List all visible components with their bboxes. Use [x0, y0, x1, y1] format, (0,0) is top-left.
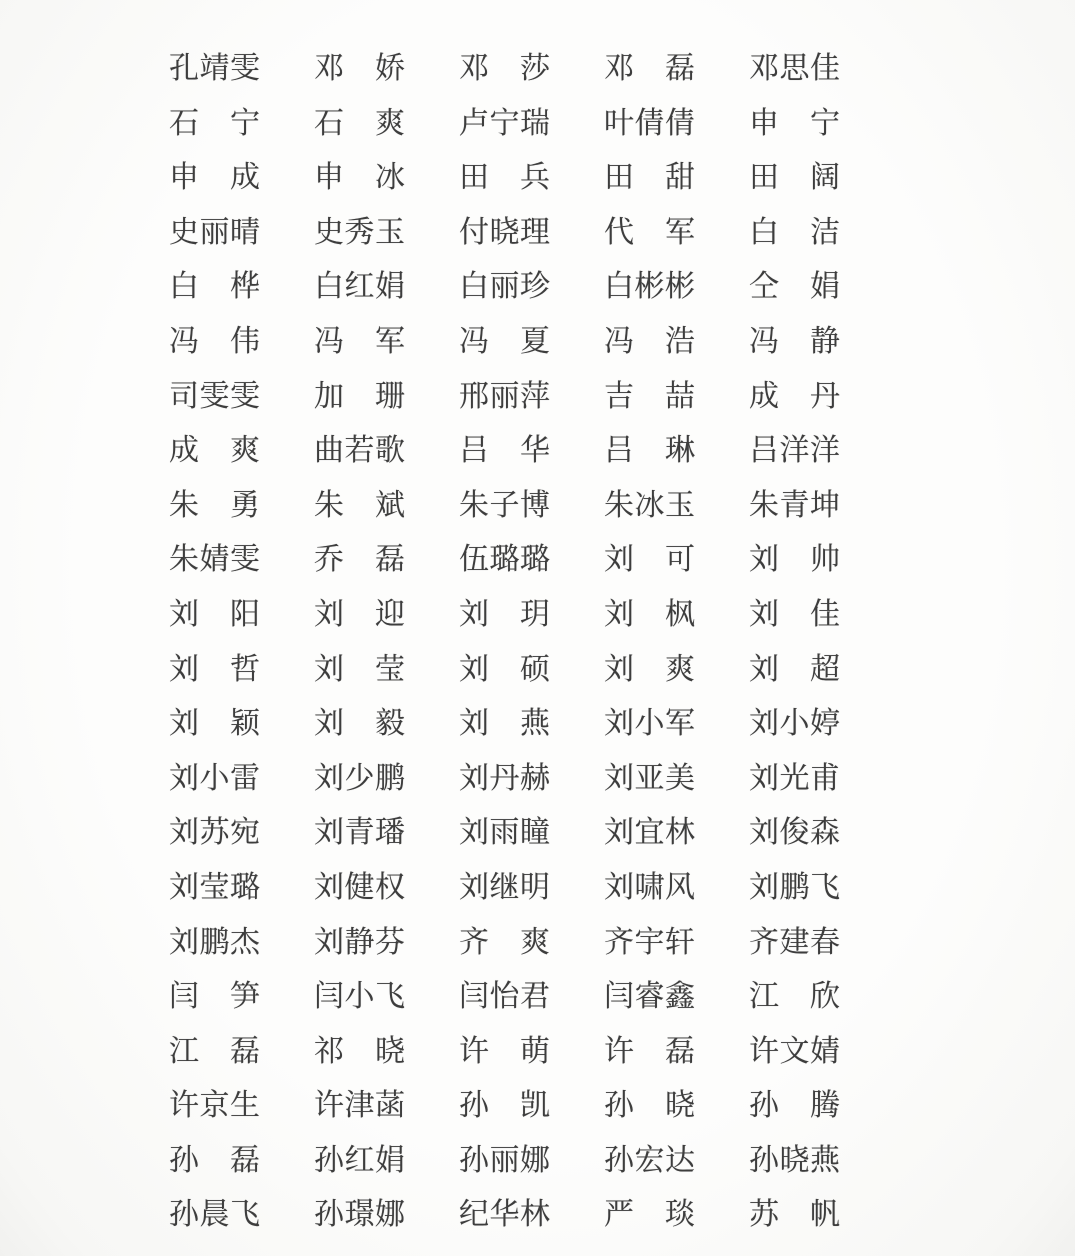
person-name: 刘 阳	[169, 597, 261, 631]
person-name: 石 宁	[169, 106, 261, 140]
person-name: 刘 哲	[169, 652, 261, 686]
person-name: 许文婧	[749, 1034, 841, 1068]
person-name: 史丽晴	[169, 215, 261, 249]
person-name: 孙宏达	[604, 1143, 696, 1177]
person-name: 刘静芬	[314, 925, 406, 959]
person-name: 刘小军	[604, 707, 696, 741]
person-name: 纪华林	[459, 1198, 551, 1232]
person-name: 刘鹏杰	[169, 925, 261, 959]
person-name: 成 爽	[169, 434, 261, 468]
person-name: 石 爽	[314, 106, 406, 140]
person-name: 闫怡君	[459, 980, 551, 1014]
person-name: 刘 超	[749, 652, 841, 686]
person-name: 邓 莎	[459, 52, 551, 85]
person-name: 江 磊	[169, 1034, 261, 1068]
person-name: 申 成	[169, 161, 261, 195]
person-name: 刘 爽	[604, 652, 696, 686]
person-name: 吕洋洋	[749, 434, 841, 468]
person-name: 吉 喆	[604, 379, 696, 413]
person-name: 许 磊	[604, 1034, 696, 1068]
person-name: 苏 帆	[749, 1198, 841, 1232]
person-name: 孙 腾	[749, 1089, 841, 1123]
person-name: 卢宁瑞	[459, 106, 551, 140]
person-name: 孙丽娜	[459, 1143, 551, 1177]
person-name: 刘 硕	[459, 652, 551, 686]
person-name: 冯 浩	[604, 324, 696, 358]
person-name: 白丽珍	[459, 270, 551, 304]
person-name: 仝 娟	[749, 270, 841, 304]
person-name: 江 欣	[749, 980, 841, 1014]
person-name: 冯 夏	[459, 324, 551, 358]
person-name: 刘继明	[459, 870, 551, 904]
person-name: 闫 笋	[169, 980, 261, 1014]
person-name: 白 桦	[169, 270, 261, 304]
person-name: 刘 迎	[314, 597, 406, 631]
person-name: 刘莹璐	[169, 870, 261, 904]
person-name: 曲若歌	[314, 434, 406, 468]
person-name: 乔 磊	[314, 543, 406, 577]
person-name: 刘少鹏	[314, 761, 406, 795]
person-name: 刘青璠	[314, 816, 406, 850]
person-name: 加 珊	[314, 379, 406, 413]
person-name: 伍璐璐	[459, 543, 551, 577]
person-name: 刘 佳	[749, 597, 841, 631]
person-name: 祁 晓	[314, 1034, 406, 1068]
person-name: 严 琰	[604, 1198, 696, 1232]
person-name: 许 萌	[459, 1034, 551, 1068]
person-name: 申 冰	[314, 161, 406, 195]
person-name: 白彬彬	[604, 270, 696, 304]
person-name: 朱青坤	[749, 488, 841, 522]
person-name: 孙 晓	[604, 1089, 696, 1123]
person-name: 刘宜林	[604, 816, 696, 850]
person-name: 许京生	[169, 1089, 261, 1123]
person-name: 冯 静	[749, 324, 841, 358]
person-name: 孙晨飞	[169, 1198, 261, 1232]
person-name: 刘光甫	[749, 761, 841, 795]
person-name: 申 宁	[749, 106, 841, 140]
person-name: 刘 可	[604, 543, 696, 577]
person-name: 刘 莹	[314, 652, 406, 686]
person-name: 邓 磊	[604, 52, 696, 85]
person-name: 邢丽萍	[459, 379, 551, 413]
person-name: 许津菡	[314, 1089, 406, 1123]
person-name: 朱冰玉	[604, 488, 696, 522]
person-name: 闫小飞	[314, 980, 406, 1014]
person-name: 白红娟	[314, 270, 406, 304]
person-name: 朱 勇	[169, 488, 261, 522]
person-name: 刘亚美	[604, 761, 696, 795]
person-name: 白 洁	[749, 215, 841, 249]
person-name: 刘 枫	[604, 597, 696, 631]
person-name: 孙 磊	[169, 1143, 261, 1177]
person-name: 刘啸风	[604, 870, 696, 904]
person-name: 齐 爽	[459, 925, 551, 959]
person-name: 司雯雯	[169, 379, 261, 413]
person-name: 孙 凯	[459, 1089, 551, 1123]
person-name: 田 兵	[459, 161, 551, 195]
person-name: 付晓理	[459, 215, 551, 249]
person-name: 闫睿鑫	[604, 980, 696, 1014]
person-name: 刘小雷	[169, 761, 261, 795]
person-name: 冯 军	[314, 324, 406, 358]
person-name: 孙璟娜	[314, 1198, 406, 1232]
person-name: 史秀玉	[314, 215, 406, 249]
person-name: 刘俊森	[749, 816, 841, 850]
person-name: 代 军	[604, 215, 696, 249]
person-name: 刘苏宛	[169, 816, 261, 850]
person-name: 叶倩倩	[604, 106, 696, 140]
person-name: 刘 颖	[169, 707, 261, 741]
person-name: 朱 斌	[314, 488, 406, 522]
person-name: 刘鹏飞	[749, 870, 841, 904]
person-name: 田 甜	[604, 161, 696, 195]
person-name: 邓思佳	[749, 52, 841, 85]
person-name: 朱子博	[459, 488, 551, 522]
person-name: 朱婧雯	[169, 543, 261, 577]
person-name: 孙红娟	[314, 1143, 406, 1177]
person-name: 刘小婷	[749, 707, 841, 741]
person-name: 邓 娇	[314, 52, 406, 85]
person-name: 齐宇轩	[604, 925, 696, 959]
person-name: 冯 伟	[169, 324, 261, 358]
person-name: 成 丹	[749, 379, 841, 413]
person-name: 田 阔	[749, 161, 841, 195]
person-name: 孙晓燕	[749, 1143, 841, 1177]
person-name: 刘 帅	[749, 543, 841, 577]
person-name: 齐建春	[749, 925, 841, 959]
person-name: 刘 燕	[459, 707, 551, 741]
person-name: 刘 玥	[459, 597, 551, 631]
person-name: 吕 华	[459, 434, 551, 468]
person-name: 孔靖雯	[169, 52, 261, 85]
person-name: 吕 琳	[604, 434, 696, 468]
person-name: 刘健权	[314, 870, 406, 904]
person-name: 刘雨瞳	[459, 816, 551, 850]
person-name: 刘 毅	[314, 707, 406, 741]
person-name: 刘丹赫	[459, 761, 551, 795]
